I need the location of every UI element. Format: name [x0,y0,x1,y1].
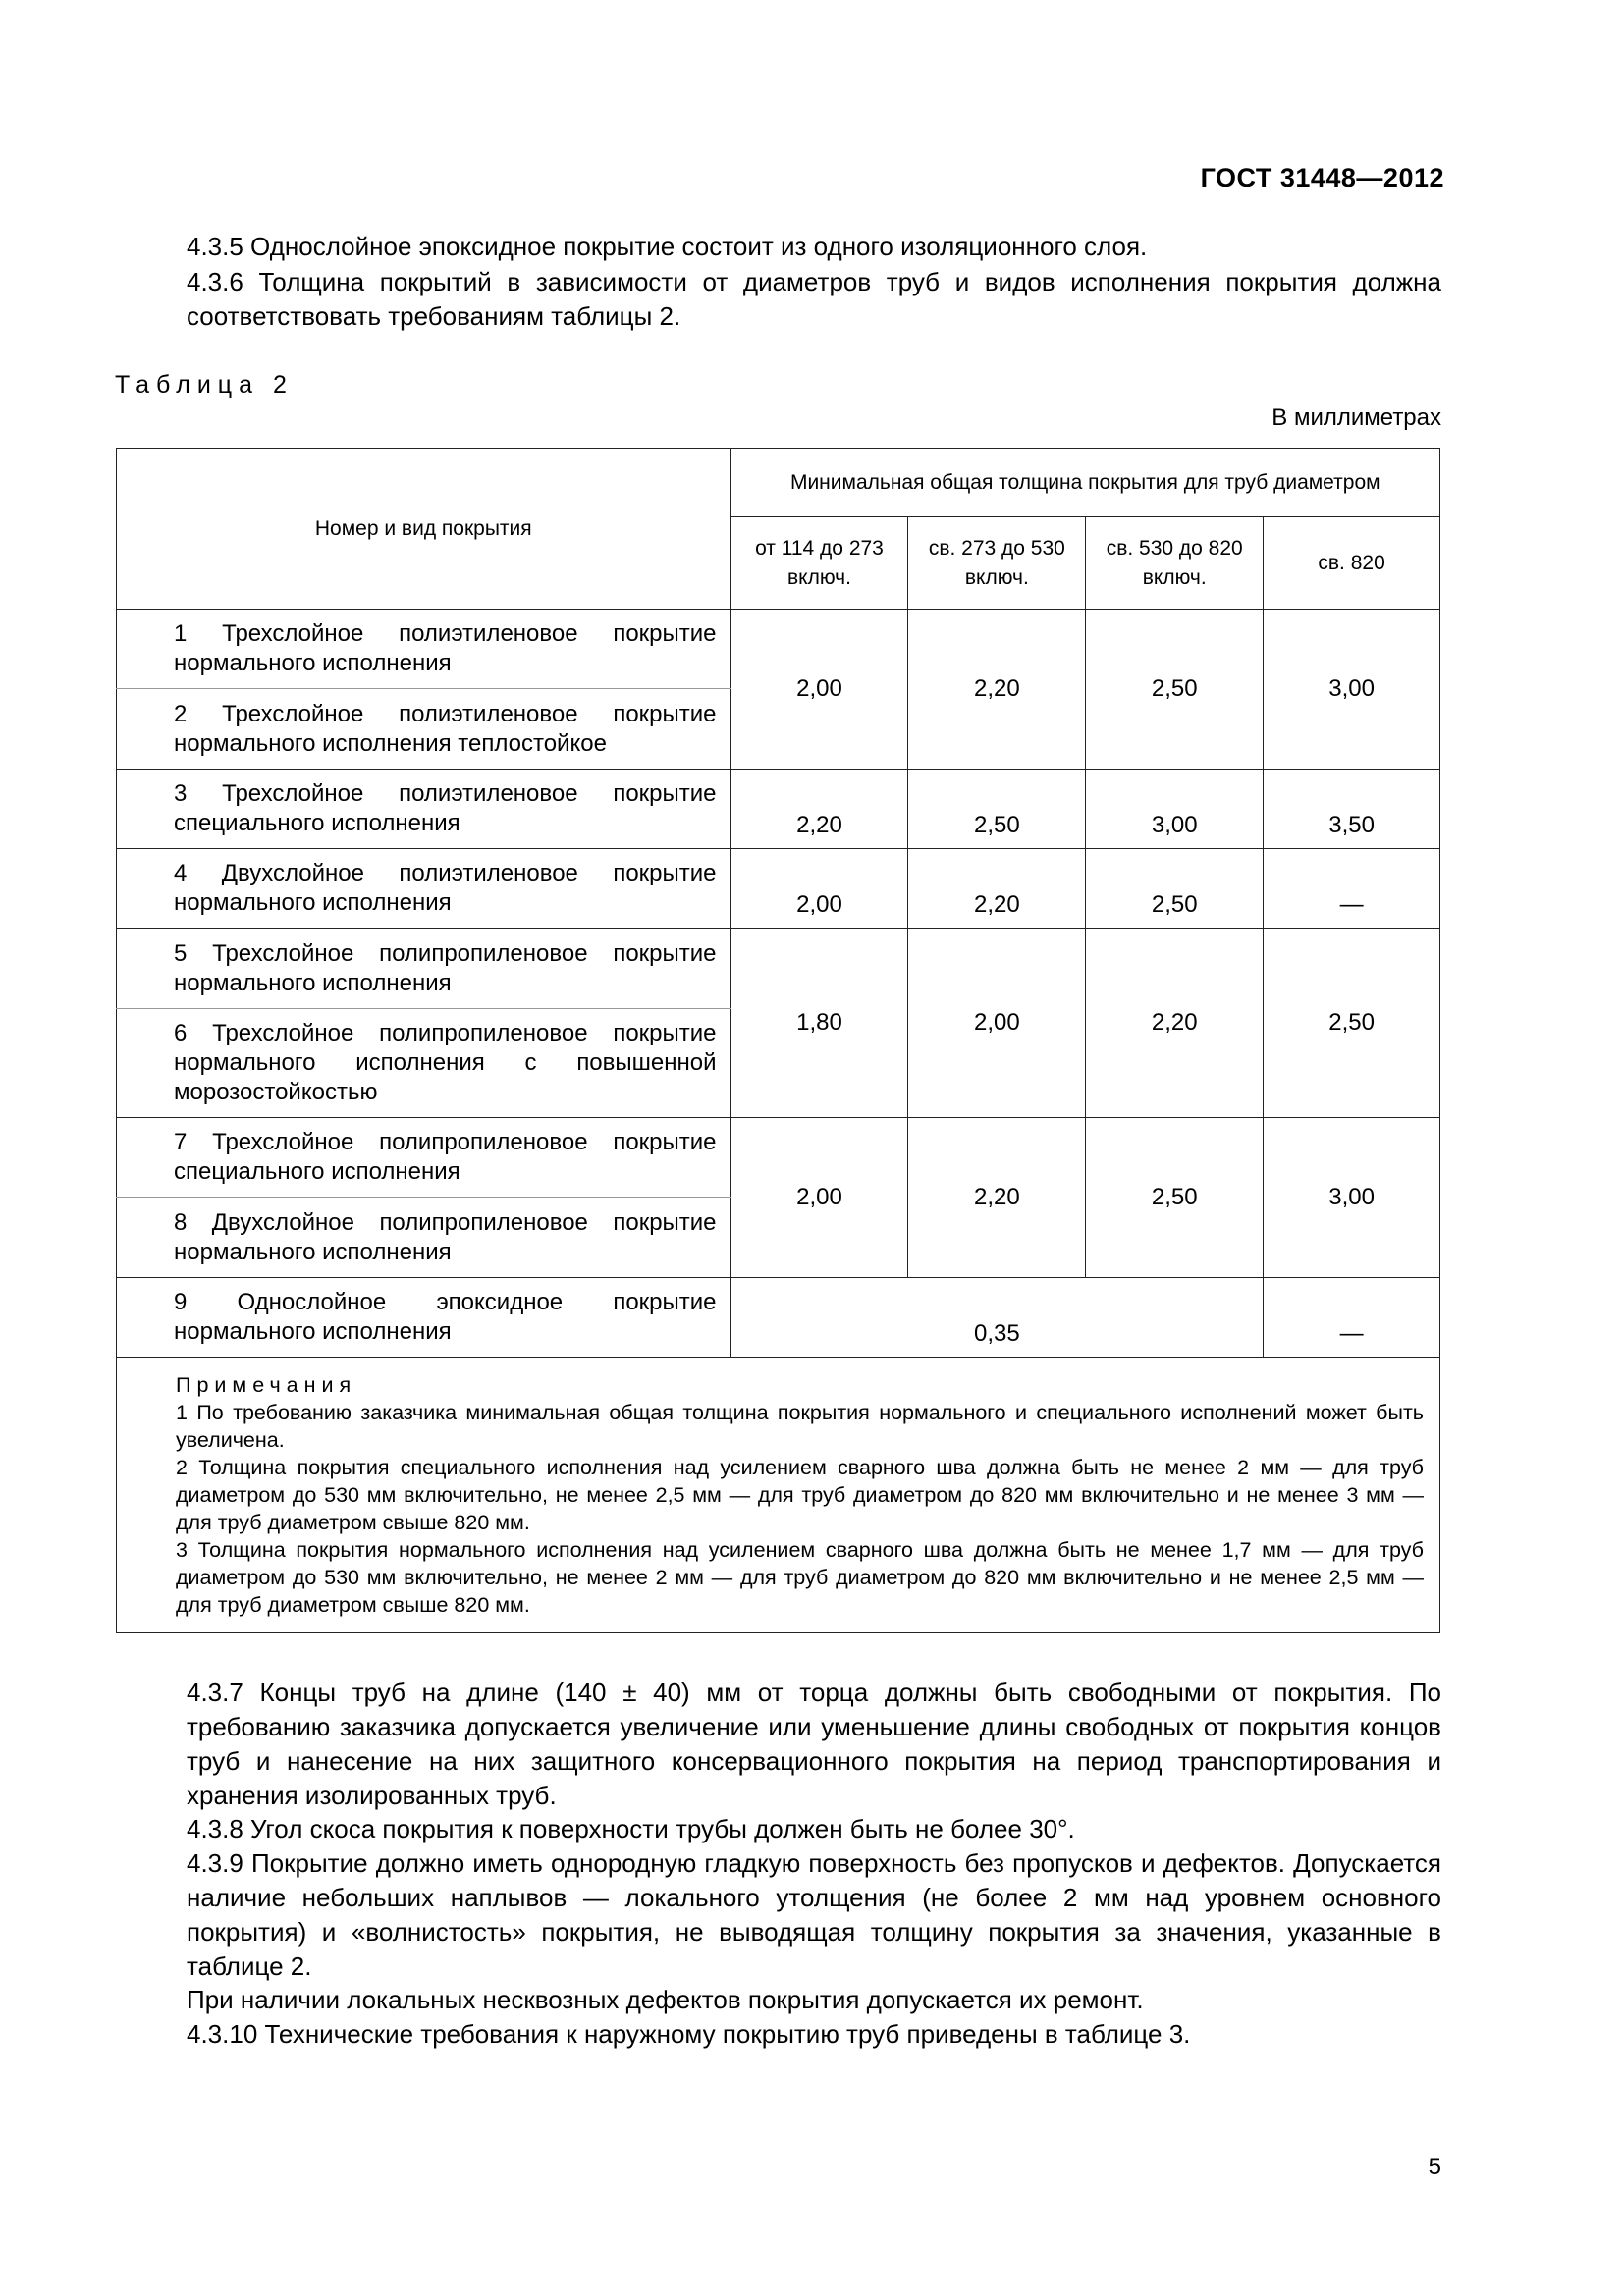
page-number: 5 [1428,2154,1441,2180]
value-cell: 2,20 [908,1118,1086,1278]
document-id: ГОСТ 31448—2012 [1200,163,1444,192]
header-col-1: от 114 до 273 включ. [730,517,908,610]
row-name-6: 6 Трехслойное полипропиленовое покрытие нормального исполнения с повышенной морозостойкостью [117,1009,731,1118]
note-3: 3 Толщина покрытия нормального исполнения над усилением сварного шва должна быть не менее 1,7 мм — для труб диаметром до 530 мм включительно, не менее 2 мм — для труб диаметром до 820 мм включительно и не менее 2,5 мм — для труб диаметром свыше 820 мм. [176,1538,1424,1617]
value-cell: — [1264,1278,1440,1358]
coating-thickness-table [116,448,1440,1633]
paragraph-4-3-7: 4.3.7 Концы труб на длине (140 ± 40) мм от торца должны быть свободными от покрытия. По требованию заказчика допускается увеличение или уменьшение длины свободных от покрытия концов труб и нанесение на них защитного консервационного покрытия на период транспортирования и хранения изолированных труб. [187,1678,1441,1810]
header-diameter-group: Минимальная общая толщина покрытия для труб диаметром [730,449,1439,517]
value-cell: 3,00 [1264,610,1440,770]
value-cell: 2,00 [730,849,908,929]
value-cell: 2,20 [730,770,908,849]
header-col-4: св. 820 [1264,517,1440,610]
row-name-1: 1 Трехслойное полиэтиленовое покрытие нормального исполнения [117,610,731,689]
paragraph-4-3-9: 4.3.9 Покрытие должно иметь однородную гладкую поверхность без пропусков и дефектов. Допускается наличие небольших наплывов — локального утолщения (не более 2 мм над уровнем основного покрытия) и «волнистость» покрытия, не выводящая толщину покрытия за значения, указанные в таблице 2. [187,1848,1441,1981]
value-cell: 0,35 [730,1278,1264,1358]
value-cell: 2,20 [1086,929,1264,1118]
row-name-5: 5 Трехслойное полипропиленовое покрытие нормального исполнения [117,929,731,1009]
value-cell: 2,50 [1264,929,1440,1118]
value-cell: 1,80 [730,929,908,1118]
paragraph-4-3-5: 4.3.5 Однослойное эпоксидное покрытие состоит из одного изоляционного слоя. [187,232,1148,261]
note-2: 2 Толщина покрытия специального исполнения над усилением сварного шва должна быть не менее 2 мм — для труб диаметром до 530 мм включительно, не менее 2,5 мм — для труб диаметром до 820 мм включительно и не менее 3 мм — для труб диаметром свыше 820 мм. [176,1456,1424,1534]
paragraph-4-3-6: 4.3.6 Толщина покрытий в зависимости от диаметров труб и видов исполнения покрытия должна соответствовать требованиям таблицы 2. [187,267,1441,331]
value-cell: 2,50 [1086,1118,1264,1278]
row-name-9: 9 Однослойное эпоксидное покрытие нормального исполнения [117,1278,731,1358]
value-cell: 2,00 [730,610,908,770]
value-cell: 2,20 [908,849,1086,929]
value-cell: 3,00 [1086,770,1264,849]
table-notes [117,1358,1440,1633]
table-label: Таблица 2 [115,371,294,399]
value-cell: 3,00 [1264,1118,1440,1278]
row-name-2: 2 Трехслойное полиэтиленовое покрытие нормального исполнения теплостойкое [117,689,731,770]
row-name-7: 7 Трехслойное полипропиленовое покрытие специального исполнения [117,1118,731,1198]
header-col-2: св. 273 до 530 включ. [908,517,1086,610]
value-cell: 3,50 [1264,770,1440,849]
paragraph-repair: При наличии локальных несквозных дефектов покрытия допускается их ремонт. [187,1985,1144,2014]
header-coating-name: Номер и вид покрытия [117,449,731,610]
notes-heading: Примечания [176,1373,357,1397]
value-cell: 2,50 [1086,610,1264,770]
table-units: В миллиметрах [1271,404,1441,431]
paragraph-4-3-10: 4.3.10 Технические требования к наружному покрытию труб приведены в таблице 3. [187,2019,1191,2049]
value-cell: — [1264,849,1440,929]
header-col-3: св. 530 до 820 включ. [1086,517,1264,610]
row-name-3: 3 Трехслойное полиэтиленовое покрытие специального исполнения [117,770,731,849]
row-name-8: 8 Двухслойное полипропиленовое покрытие нормального исполнения [117,1198,731,1278]
value-cell: 2,50 [1086,849,1264,929]
value-cell: 2,00 [730,1118,908,1278]
row-name-4: 4 Двухслойное полиэтиленовое покрытие нормального исполнения [117,849,731,929]
value-cell: 2,20 [908,610,1086,770]
paragraph-4-3-8: 4.3.8 Угол скоса покрытия к поверхности трубы должен быть не более 30°. [187,1814,1075,1843]
value-cell: 2,00 [908,929,1086,1118]
note-1: 1 По требованию заказчика минимальная общая толщина покрытия нормального и специального исполнений может быть увеличена. [176,1401,1424,1452]
value-cell: 2,50 [908,770,1086,849]
